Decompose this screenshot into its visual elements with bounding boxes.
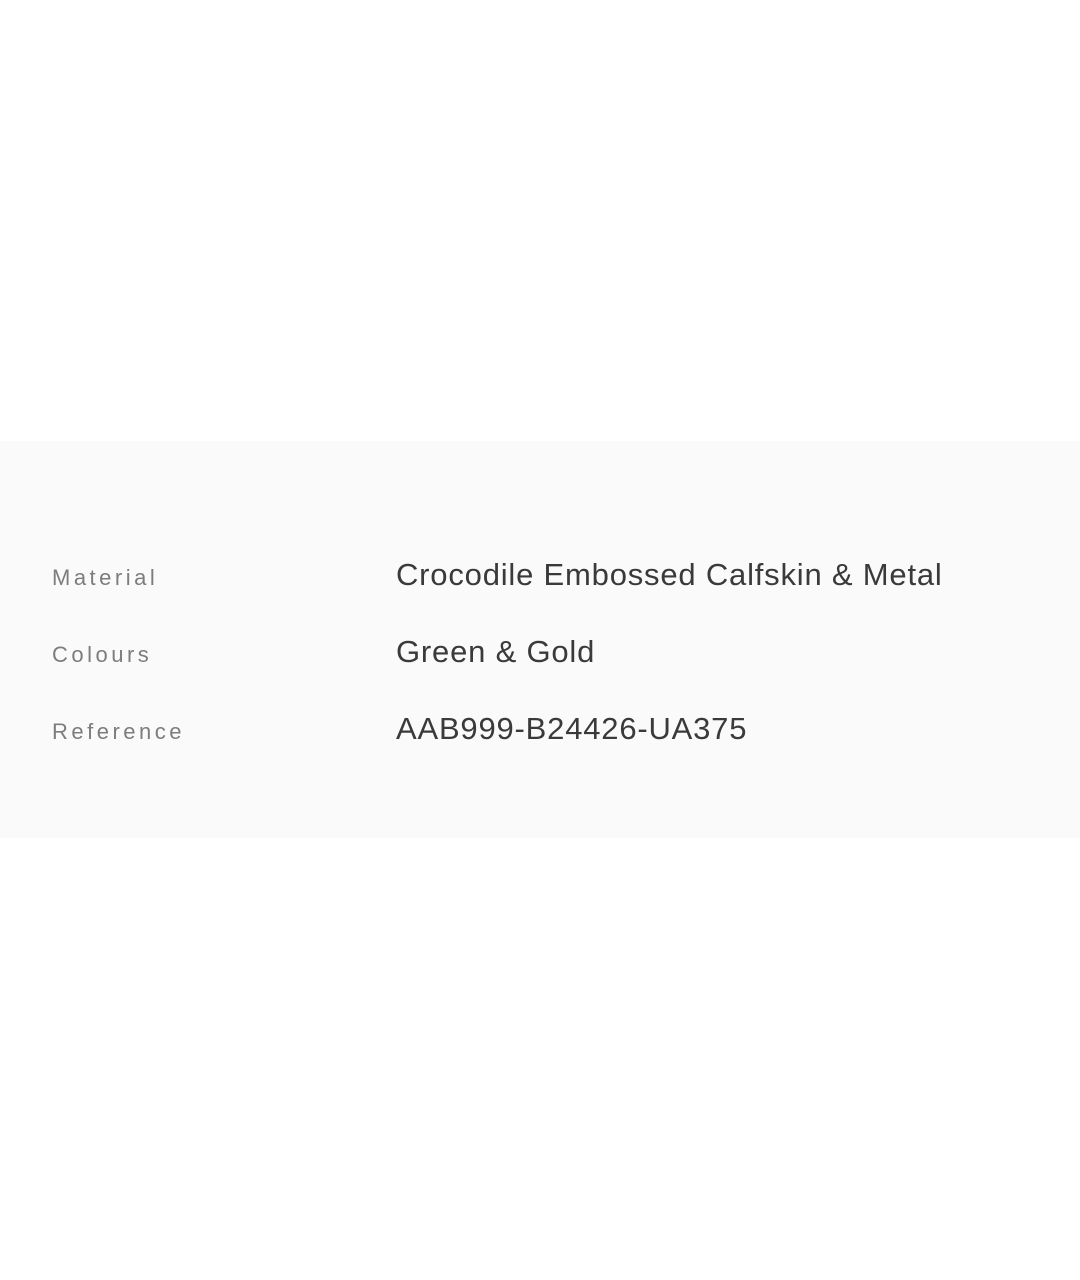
product-details-table [0,441,1080,747]
detail-row-material [52,557,1020,593]
detail-row-colours [52,634,1020,670]
reference-value: AAB999-B24426-UA375 [396,711,748,746]
colours-value: Green & Gold [396,634,596,669]
material-label: Material [52,565,159,590]
material-value: Crocodile Embossed Calfskin & Metal [396,557,943,592]
reference-label: Reference [52,719,186,744]
product-details-section [0,441,1080,838]
detail-row-reference [52,711,1020,747]
colours-label: Colours [52,642,153,667]
